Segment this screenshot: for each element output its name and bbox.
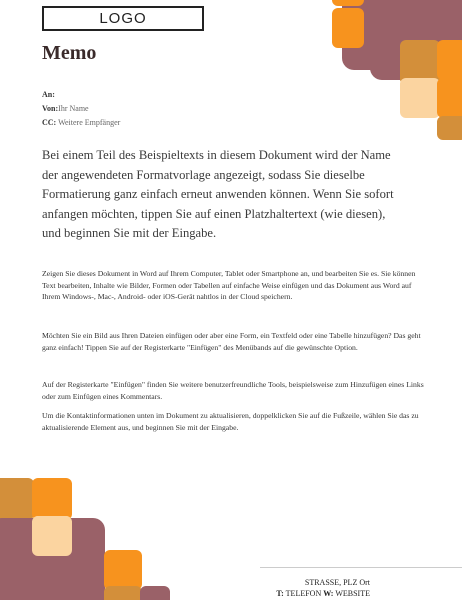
phone-value: TELEFON — [285, 589, 322, 598]
deco-block — [104, 550, 142, 590]
cc-label: CC: — [42, 118, 57, 127]
corner-decoration-bottom — [0, 478, 170, 600]
body-paragraph[interactable]: Möchten Sie ein Bild aus Ihren Dateien einfügen oder aber eine Form, ein Textfeld oder eine Tabelle hinzufügen? Das geht ganz einfach! Tippen Sie auf der Registerkarte "Einfügen" des Menübands auf die gewünschte Option. — [42, 331, 421, 352]
lead-paragraph[interactable]: Bei einem Teil des Beispieltexts in diesem Dokument wird der Name der angewendeten Formatvorlage angezeigt, sodass Sie dieselbe Formatierung ganz einfach erneut anwenden können. Wenn Sie sofort anfangen möchten, tippen Sie auf einen Platzhaltertext (wie diesen), und beginnen Sie mit der Eingabe. — [42, 148, 394, 241]
deco-block — [104, 586, 142, 600]
deco-block — [332, 0, 364, 6]
deco-block — [332, 8, 364, 48]
to-label: An: — [42, 90, 55, 99]
from-label: Von: — [42, 104, 59, 113]
footer-address[interactable]: STRASSE, PLZ Ort — [304, 578, 370, 587]
cc-line[interactable] — [42, 118, 120, 127]
body-paragraph[interactable]: Auf der Registerkarte "Einfügen" finden Sie weitere benutzerfreundliche Tools, beispielsweise zum Hinzufügen eines Links oder zum Einfügen eines Kommentars. — [42, 380, 424, 401]
from-value: Ihr Name — [58, 104, 89, 113]
footer-contact[interactable] — [276, 589, 370, 598]
deco-block — [437, 40, 462, 80]
body-paragraph[interactable]: Zeigen Sie dieses Dokument in Word auf Ihrem Computer, Tablet oder Smartphone an, und bearbeiten Sie es. Sie können Text bearbeiten, Inhalte wie Bilder, Formen oder Tabellen auf einfache Weise einfügen und das Dokument aus Word auf Ihrem Windows-, Mac-, Android- oder iOS-Gerät nahtlos in der Cloud speichern. — [42, 269, 416, 301]
web-label: W: — [323, 589, 334, 598]
logo-placeholder[interactable]: LOGO — [42, 6, 204, 31]
page-title: Memo — [42, 42, 97, 64]
footer-divider — [260, 567, 462, 568]
to-line[interactable] — [42, 90, 55, 99]
deco-block — [0, 478, 34, 520]
phone-label: T: — [276, 589, 284, 598]
deco-block — [32, 478, 72, 520]
corner-decoration-top — [292, 0, 462, 140]
from-line[interactable] — [42, 104, 89, 113]
deco-block — [400, 78, 440, 118]
deco-block — [437, 78, 462, 118]
deco-block — [140, 586, 170, 600]
body-paragraph[interactable]: Um die Kontaktinformationen unten im Dokument zu aktualisieren, doppelklicken Sie auf die Fußzeile, wählen Sie das zu aktualisierende Element aus, und beginnen Sie mit der Eingabe. — [42, 411, 419, 432]
cc-value: Weitere Empfänger — [58, 118, 121, 127]
web-value: WEBSITE — [335, 589, 370, 598]
deco-block — [32, 516, 72, 556]
deco-block — [437, 116, 462, 140]
